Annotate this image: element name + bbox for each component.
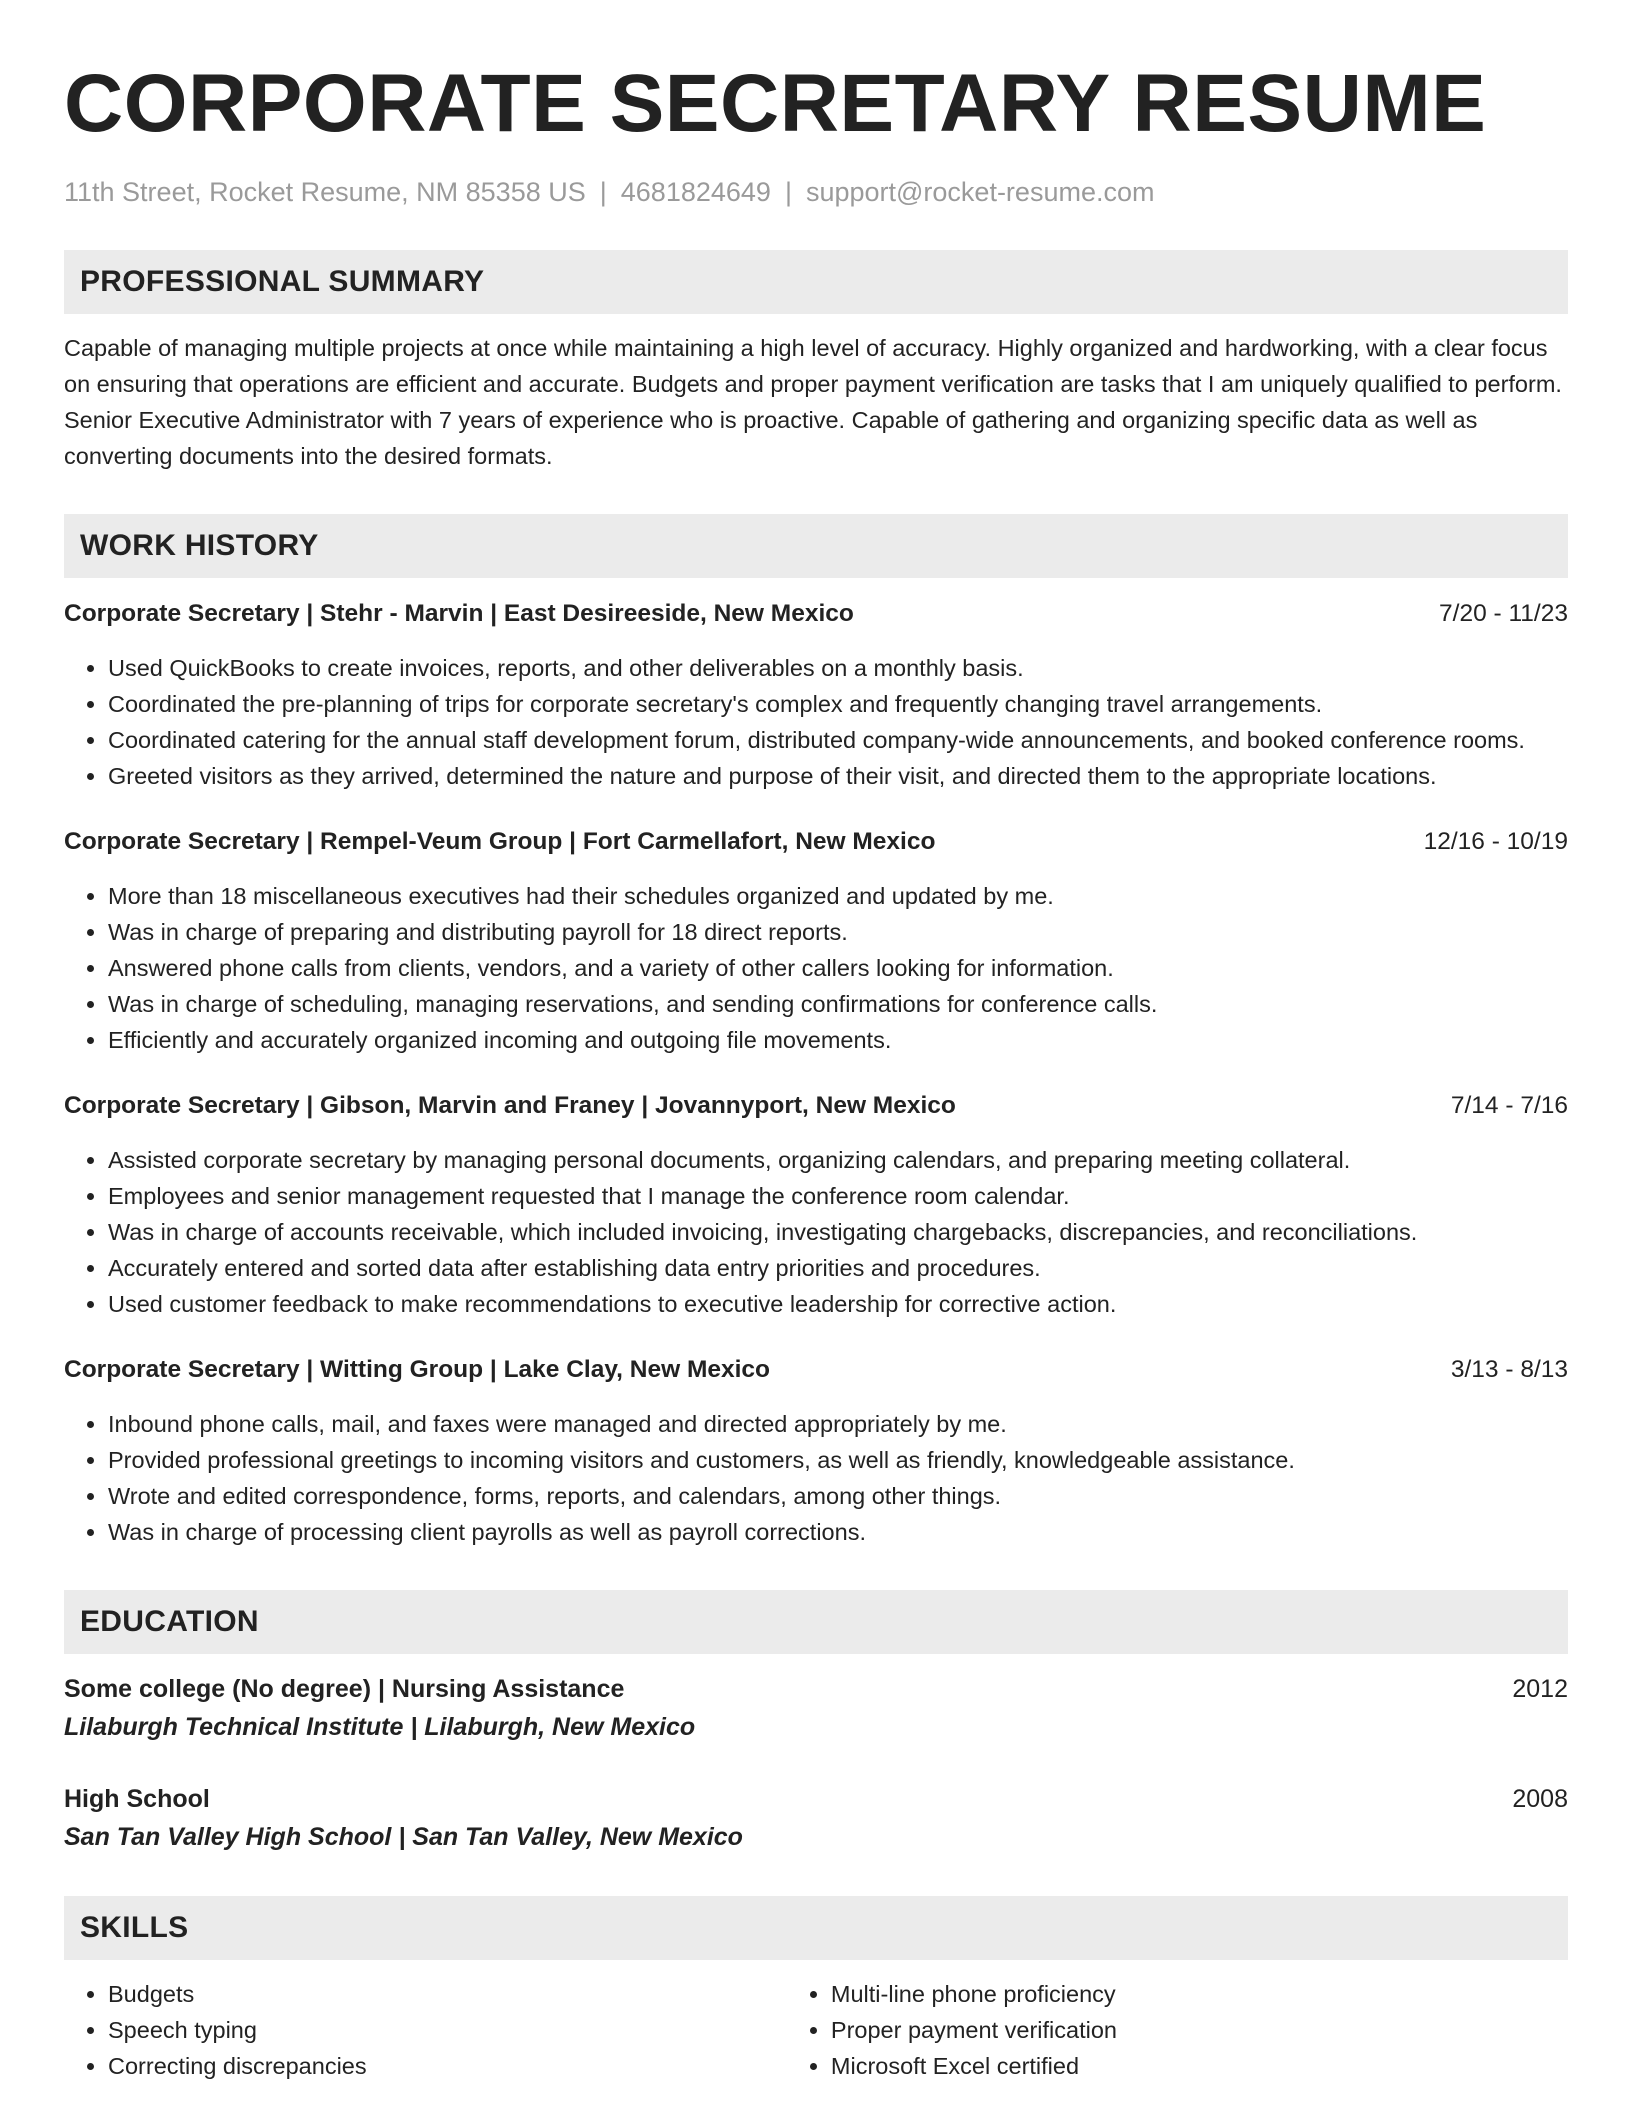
job-bullet: • Coordinated catering for the annual staff development forum, distributed company-wide announcements, and booked conference rooms. bbox=[108, 722, 1568, 758]
contact-phone: 4681824649 bbox=[620, 177, 771, 207]
job-bullet: • Coordinated the pre-planning of trips for corporate secretary's complex and frequently changing travel arrangements. bbox=[108, 686, 1568, 722]
contact-separator: | bbox=[599, 177, 607, 207]
job-bullet: • Wrote and edited correspondence, forms, reports, and calendars, among other things. bbox=[108, 1478, 1568, 1514]
job-header bbox=[64, 1352, 1568, 1388]
education-degree: High School bbox=[64, 1785, 210, 1813]
education-year: 2008 bbox=[1512, 1785, 1568, 1813]
contact-email: support@rocket-resume.com bbox=[805, 177, 1155, 207]
job-bullet: • Was in charge of preparing and distributing payroll for 18 direct reports. bbox=[108, 914, 1568, 950]
job-bullet: • Was in charge of scheduling, managing reservations, and sending confirmations for conference calls. bbox=[108, 986, 1568, 1022]
job-heading: Corporate Secretary | Rempel-Veum Group | Fort Carmellafort, New Mexico bbox=[64, 828, 936, 855]
job-header bbox=[64, 824, 1568, 860]
education-school: San Tan Valley High School | San Tan Valley, New Mexico bbox=[64, 1823, 743, 1851]
section-heading-work-history: WORK HISTORY bbox=[64, 514, 1568, 578]
job-bullets bbox=[64, 1142, 1568, 1322]
job-dates: 12/16 - 10/19 bbox=[1423, 828, 1568, 855]
job-entry bbox=[64, 1352, 1568, 1550]
job-bullets bbox=[64, 650, 1568, 794]
skill-item: • Microsoft Excel certified bbox=[831, 2048, 1568, 2084]
skills-list bbox=[64, 1976, 1568, 2084]
job-bullet: • Answered phone calls from clients, vendors, and a variety of other callers looking for information. bbox=[108, 950, 1568, 986]
job-bullet: • Assisted corporate secretary by managing personal documents, organizing calendars, and preparing meeting collateral. bbox=[108, 1142, 1568, 1178]
job-bullet: • Efficiently and accurately organized incoming and outgoing file movements. bbox=[108, 1022, 1568, 1058]
job-header bbox=[64, 1088, 1568, 1124]
education-entry bbox=[64, 1780, 1568, 1856]
contact-separator: | bbox=[784, 177, 792, 207]
job-bullet: • More than 18 miscellaneous executives had their schedules organized and updated by me. bbox=[108, 878, 1568, 914]
section-heading-summary: PROFESSIONAL SUMMARY bbox=[64, 250, 1568, 314]
skill-item: • Correcting discrepancies bbox=[108, 2048, 787, 2084]
skills-column-right bbox=[787, 1976, 1568, 2084]
summary-text: Capable of managing multiple projects at once while maintaining a high level of accuracy. Highly organized and hardworking, with a clear focus on ensuring that operations are efficient and accurate. Budgets and proper payment verification are tasks that I am uniquely qualified to perform. Senior Executive Administrator with 7 years of experience who is proactive. Capable of gathering and organizing specific data as well as converting documents into the desired formats. bbox=[64, 335, 1562, 469]
skill-item: • Speech typing bbox=[108, 2012, 787, 2048]
education-degree: Some college (No degree) | Nursing Assistance bbox=[64, 1675, 625, 1703]
contact-line bbox=[64, 174, 1568, 210]
skill-item: • Budgets bbox=[108, 1976, 787, 2012]
education-year: 2012 bbox=[1512, 1675, 1568, 1703]
section-heading-education: EDUCATION bbox=[64, 1590, 1568, 1654]
job-bullet: • Provided professional greetings to incoming visitors and customers, as well as friendly, knowledgeable assistance. bbox=[108, 1442, 1568, 1478]
job-dates: 7/20 - 11/23 bbox=[1439, 600, 1568, 627]
resume-title: CORPORATE SECRETARY RESUME bbox=[64, 58, 1487, 149]
skill-item: • Multi-line phone proficiency bbox=[831, 1976, 1568, 2012]
contact-address: 11th Street, Rocket Resume, NM 85358 US bbox=[64, 177, 586, 207]
job-heading: Corporate Secretary | Witting Group | Lake Clay, New Mexico bbox=[64, 1356, 771, 1383]
job-bullets bbox=[64, 878, 1568, 1058]
job-dates: 7/14 - 7/16 bbox=[1450, 1092, 1568, 1119]
section-heading-skills: SKILLS bbox=[64, 1896, 1568, 1960]
job-bullet: • Accurately entered and sorted data after establishing data entry priorities and procedures. bbox=[108, 1250, 1568, 1286]
job-dates: 3/13 - 8/13 bbox=[1450, 1356, 1568, 1383]
job-heading: Corporate Secretary | Stehr - Marvin | East Desireeside, New Mexico bbox=[64, 600, 854, 627]
education-header bbox=[64, 1670, 1568, 1708]
skill-item: • Proper payment verification bbox=[831, 2012, 1568, 2048]
job-header bbox=[64, 596, 1568, 632]
education-header bbox=[64, 1780, 1568, 1818]
education-school: Lilaburgh Technical Institute | Lilaburgh, New Mexico bbox=[64, 1713, 696, 1741]
job-bullet: • Was in charge of processing client payrolls as well as payroll corrections. bbox=[108, 1514, 1568, 1550]
job-entry bbox=[64, 824, 1568, 1058]
job-bullet: • Was in charge of accounts receivable, which included invoicing, investigating chargebacks, discrepancies, and reconciliations. bbox=[108, 1214, 1568, 1250]
job-bullets bbox=[64, 1406, 1568, 1550]
job-entry bbox=[64, 596, 1568, 794]
education-entry bbox=[64, 1670, 1568, 1746]
job-bullet: • Used QuickBooks to create invoices, reports, and other deliverables on a monthly basis. bbox=[108, 650, 1568, 686]
job-bullet: • Greeted visitors as they arrived, determined the nature and purpose of their visit, and directed them to the appropriate locations. bbox=[108, 758, 1568, 794]
job-heading: Corporate Secretary | Gibson, Marvin and Franey | Jovannyport, New Mexico bbox=[64, 1092, 956, 1119]
job-bullet: • Employees and senior management requested that I manage the conference room calendar. bbox=[108, 1178, 1568, 1214]
skills-column-left bbox=[64, 1976, 787, 2084]
job-entry bbox=[64, 1088, 1568, 1322]
job-bullet: • Inbound phone calls, mail, and faxes were managed and directed appropriately by me. bbox=[108, 1406, 1568, 1442]
resume-page bbox=[64, 0, 1568, 2084]
job-bullet: • Used customer feedback to make recommendations to executive leadership for corrective action. bbox=[108, 1286, 1568, 1322]
